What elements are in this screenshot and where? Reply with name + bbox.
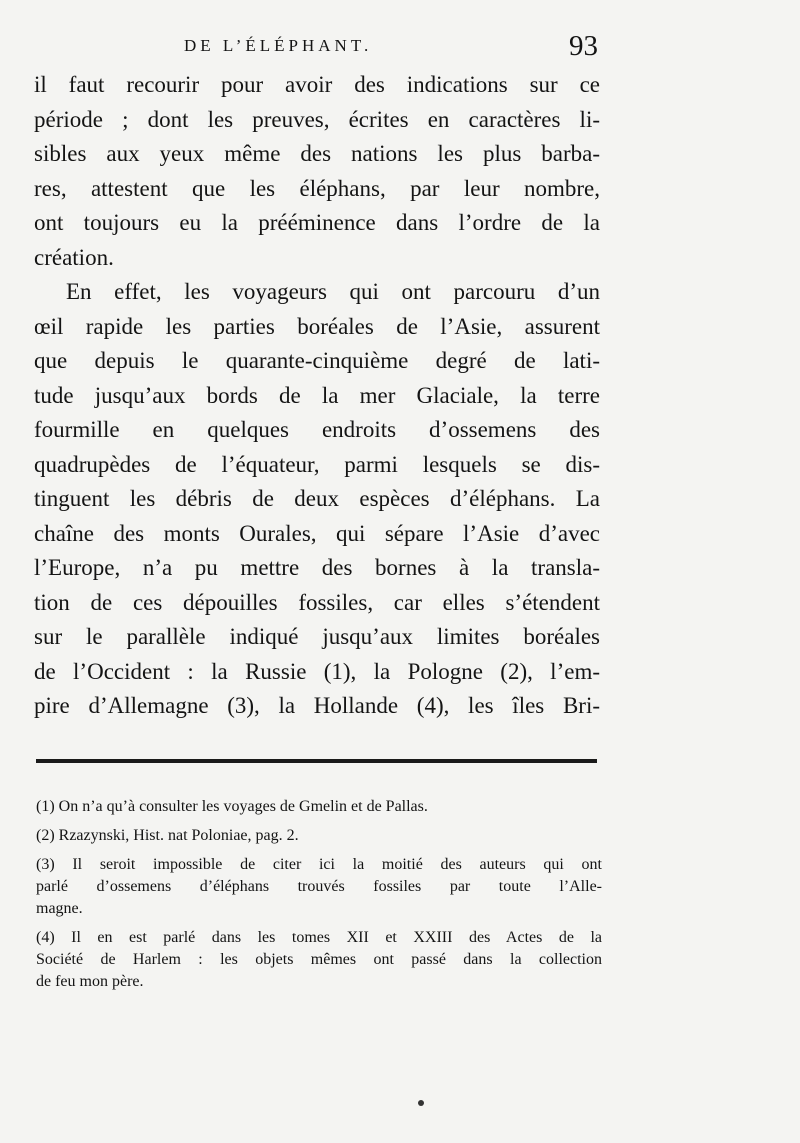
text-line: En effet, les voyageurs qui ont parcouru d’un: [66, 279, 600, 304]
text-line: période ; dont les preuves, écrites en caractères li-: [34, 106, 600, 132]
footnote-line: parlé d’ossemens d’éléphans trouvés fossiles par toute l’Alle-: [36, 878, 602, 895]
footnote-line: magne.: [36, 900, 83, 917]
text-line: sur le parallèle indiqué jusqu’aux limites boréales: [34, 624, 600, 649]
text-line: fourmille en quelques endroits d’ossemens des: [34, 417, 600, 442]
footnote-line: (4) Il en est parlé dans les tomes XII et XXIII des Actes de la: [36, 929, 602, 946]
footnote-3: [36, 854, 602, 920]
page-number: 93: [569, 30, 598, 62]
footnote-line: Société de Harlem : les objets mêmes ont passé dans la collection: [36, 951, 602, 968]
footnote-line: (2) Rzazynski, Hist. nat Poloniae, pag. 2.: [36, 827, 299, 844]
text-line: quadrupèdes de l’équateur, parmi lesquels se dis-: [34, 451, 600, 477]
text-line: de l’Occident : la Russie (1), la Pologne (2), l’em-: [34, 658, 600, 684]
footnote-4: [36, 927, 602, 993]
footnote-line: (3) Il seroit impossible de citer ici la moitié des auteurs qui ont: [36, 856, 602, 873]
text-line: création.: [34, 244, 114, 270]
footnotes: [36, 796, 602, 1000]
running-title: DE L’ÉLÉPHANT.: [184, 36, 373, 55]
text-line: chaîne des monts Ourales, qui sépare l’Asie d’avec: [34, 520, 600, 546]
text-line: tinguent les débris de deux espèces d’éléphans. La: [34, 486, 600, 511]
text-line: pire d’Allemagne (3), la Hollande (4), les îles Bri-: [34, 693, 600, 718]
printer-mark: [418, 1100, 424, 1106]
text-line: tude jusqu’aux bords de la mer Glaciale, la terre: [34, 382, 600, 408]
text-line: il faut recourir pour avoir des indications sur ce: [34, 72, 600, 97]
text-line: ont toujours eu la prééminence dans l’ordre de la: [34, 210, 600, 235]
main-text: [34, 68, 600, 724]
text-line: res, attestent que les éléphans, par leur nombre,: [34, 175, 600, 201]
text-line: tion de ces dépouilles fossiles, car elles s’étendent: [34, 589, 600, 615]
page-header: [36, 28, 602, 68]
text-line: sibles aux yeux même des nations les plus barba-: [34, 141, 600, 166]
footnote-2: [36, 825, 602, 847]
text-line: œil rapide les parties boréales de l’Asie, assurent: [34, 313, 600, 339]
footnote-line: de feu mon père.: [36, 973, 144, 990]
footnote-1: [36, 796, 602, 818]
text-line: que depuis le quarante-cinquième degré de lati-: [34, 348, 600, 373]
text-line: l’Europe, n’a pu mettre des bornes à la transla-: [34, 555, 600, 580]
footnote-line: (1) On n’a qu’à consulter les voyages de Gmelin et de Pallas.: [36, 798, 428, 815]
footnote-divider: [36, 759, 597, 763]
